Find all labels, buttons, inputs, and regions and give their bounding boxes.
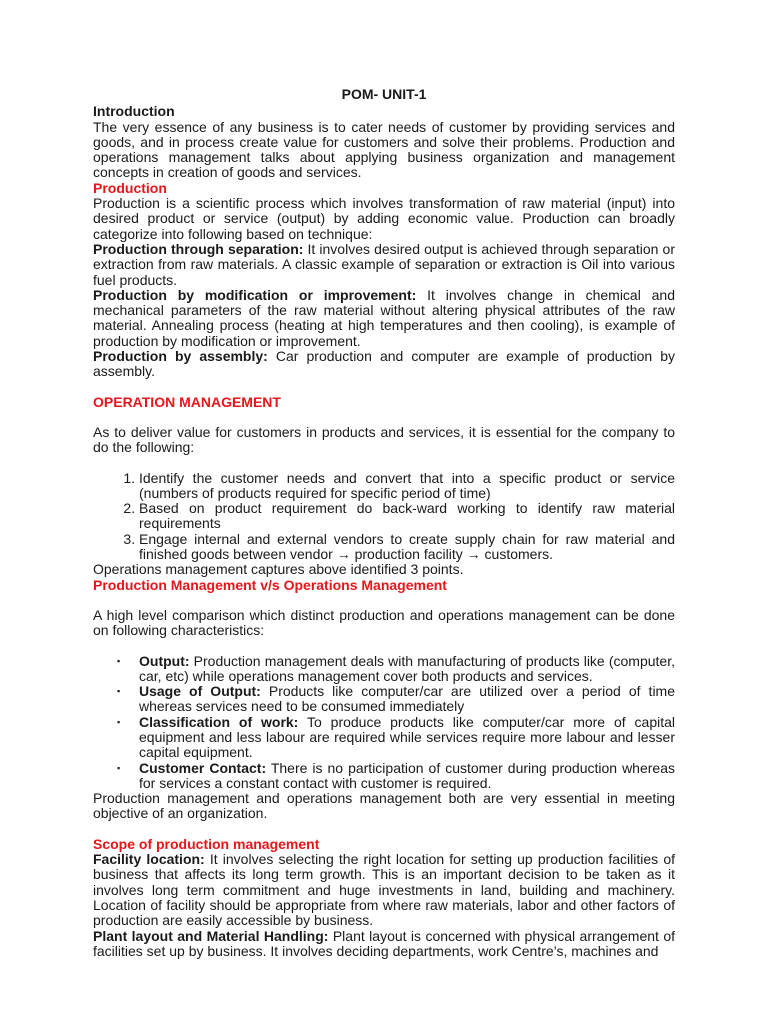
list-item: 1. Identify the customer needs and convert that into a specific product or service (numbers of products required for specific period of time) [139,471,675,502]
list-item [117,683,675,715]
modification-text: It involves change in chemical and mechanical parameters of the raw material without altering physical attributes of the raw material. Annealing process (heating at high temperatures and then cooling), is example of production by modification or improvement. [93,286,675,349]
assembly-text: Car production and computer are example of production by assembly. [93,348,676,380]
list-item [117,759,675,792]
bullet-icon: ▪ [117,762,121,773]
characteristic-text: Production management deals with manufacturing of products like (computer, car, etc) while operations management cover both products and services. [139,652,675,684]
introduction-paragraph: The very essence of any business is to cater needs of customer by providing services and goods, and in process create value for customers and solve their problems. Production and operations management talks about applying business organization and management concepts in creation of goods and services. [93,118,675,181]
operation-paragraph: As to deliver value for customers in products and services, it is essential for the company to do the following: [93,423,675,456]
facility-paragraph [93,852,675,928]
characteristic-label: Customer Contact: [139,759,267,776]
facility-text: It involves selecting the right location for setting up production facilities of business that affects its long term growth. This is an important decision to be taken as it involves long term commitment and huge investments in land, building and machinery. Location of facility should be appropriate from where raw materials, labor and other factors of production are easily accessible by business. [93,851,675,929]
separation-paragraph [93,242,675,288]
bullet-icon: ▪ [117,655,121,666]
characteristic-label: Usage of Output: [139,683,261,700]
assembly-paragraph [93,349,675,380]
operation-steps-list [93,471,675,563]
spacer [93,380,675,395]
document-page [93,87,675,959]
spacer [93,639,675,654]
comparison-closing: Production management and operations management both are very essential in meeting objective of an organization. [93,790,675,822]
spacer [93,410,675,425]
document-title: POM- UNIT-1 [341,86,427,102]
characteristic-label: Output: [139,652,190,669]
operation-management-heading: OPERATION MANAGEMENT [93,393,281,410]
separation-text: It involves desired output is achieved through separation or extraction from raw materials. A classic example of separation or extraction is Oil into various fuel products. [93,240,675,288]
modification-label: Production by modification or improvement: [93,286,417,303]
spacer [93,456,675,471]
spacer [93,593,675,608]
list-item [117,713,676,761]
modification-paragraph [93,288,675,349]
list-item [117,652,675,685]
scope-heading: Scope of production management [93,835,320,852]
facility-label: Facility location: [93,851,205,868]
production-heading: Production [93,179,167,196]
layout-paragraph [93,929,675,960]
comparison-paragraph: A high level comparison which distinct production and operations management can be done on following characteristics: [93,606,675,639]
bullet-icon: ▪ [117,686,121,697]
characteristics-list [93,654,675,792]
layout-label: Plant layout and Material Handling: [93,927,329,944]
characteristic-text: There is no participation of customer during production whereas for services a constant contact with customer is required. [139,759,675,791]
layout-text: Plant layout is concerned with physical arrangement of facilities set up by business. It involves deciding departments, work Centre’s, machines and [93,927,675,959]
characteristic-text: To produce products like computer/car more of capital equipment and less labour are required while services require more labour and lesser capital equipment. [139,713,676,761]
list-item: 2. Based on product requirement do back-ward working to identify raw material requirements [139,501,675,532]
operation-closing: Operations management captures above identified 3 points. [93,561,464,578]
bullet-icon: ▪ [117,716,121,727]
introduction-heading: Introduction [93,103,175,120]
comparison-heading: Production Management v/s Operations Management [93,576,447,593]
characteristic-text: Products like computer/car are utilized over a period of time whereas services need to be consumed immediately [139,683,675,715]
spacer [93,822,675,837]
separation-label: Production through separation: [93,240,304,257]
characteristic-label: Classification of work: [139,713,299,730]
list-item: 3. Engage internal and external vendors to create supply chain for raw material and finished goods between vendor → production facility → customers. [139,532,675,563]
production-paragraph: Production is a scientific process which involves transformation of raw material (input) into desired product or service (output) by adding economic value. Production can broadly categorize into following based on technique: [93,195,675,242]
assembly-label: Production by assembly: [93,348,268,365]
